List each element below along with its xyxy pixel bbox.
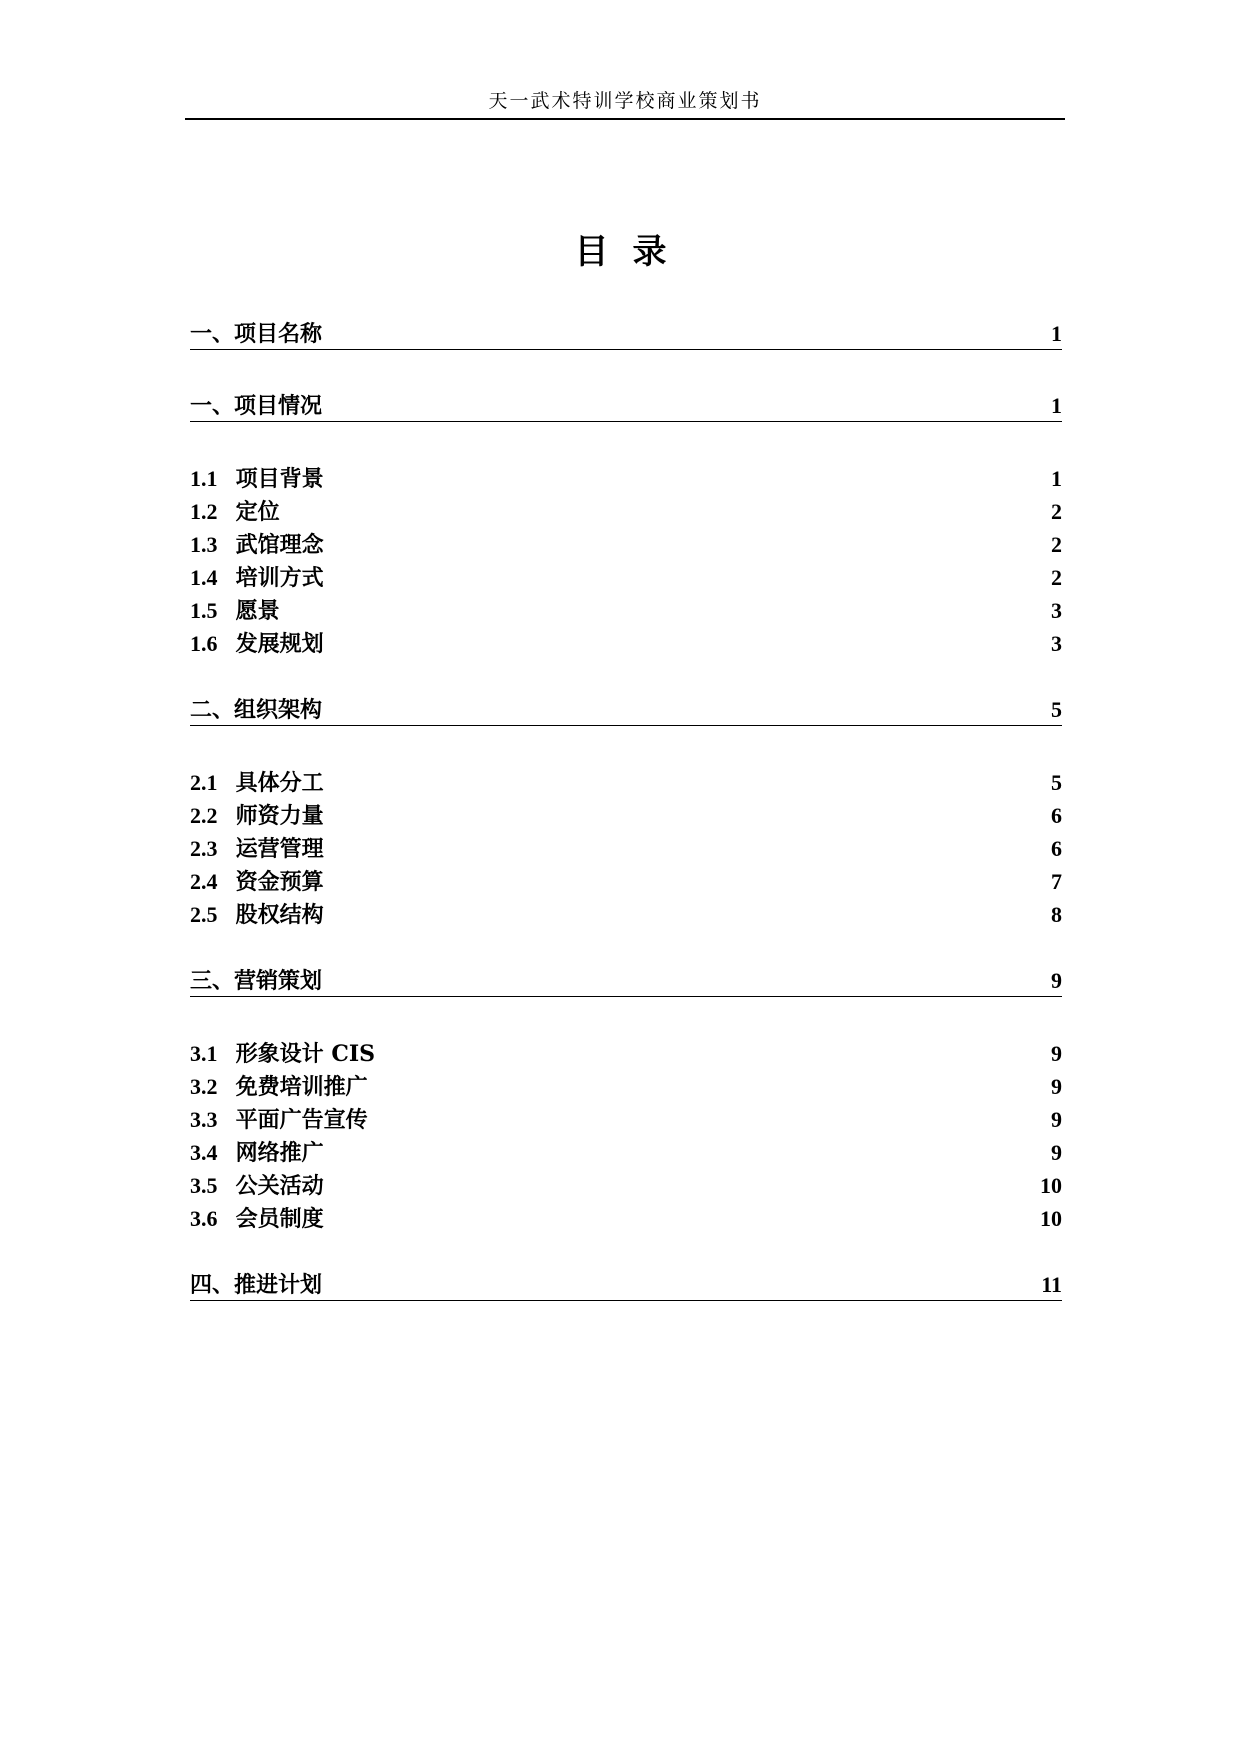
toc-entry-text: 一、项目名称 bbox=[190, 321, 323, 347]
toc-entry-number: 3.2 bbox=[190, 1074, 218, 1099]
toc-entry-page-number: 2 bbox=[1051, 499, 1062, 524]
toc-entry-number: 3.3 bbox=[190, 1107, 218, 1132]
toc-chapter-entry[interactable] bbox=[190, 965, 1062, 997]
toc-section-entry[interactable] bbox=[190, 865, 1062, 898]
toc-entry-page-number: 1 bbox=[1051, 466, 1062, 491]
toc-entry-page-number: 6 bbox=[1051, 803, 1062, 828]
toc-entry-page-number: 6 bbox=[1051, 836, 1062, 861]
toc-section-entry[interactable] bbox=[190, 1136, 1062, 1169]
toc-entry-label bbox=[190, 528, 324, 562]
toc-section-entry[interactable] bbox=[190, 1169, 1062, 1202]
toc-entry-number: 3.4 bbox=[190, 1140, 218, 1165]
toc-entry-page-number: 5 bbox=[1051, 697, 1062, 722]
toc-entry-label bbox=[190, 695, 322, 726]
toc-entry-label bbox=[190, 391, 322, 422]
toc-entry-label bbox=[190, 966, 322, 997]
toc-entry-text: 三、营销策划 bbox=[190, 968, 323, 994]
toc-entry-number: 1.4 bbox=[190, 565, 218, 590]
toc-entry-text: 具体分工 bbox=[235, 770, 324, 796]
toc-entry-text: 会员制度 bbox=[235, 1206, 324, 1232]
toc-section-entry[interactable] bbox=[190, 799, 1062, 832]
toc-chapter-entry[interactable] bbox=[190, 318, 1062, 350]
toc-entry-page-number: 10 bbox=[1040, 1206, 1062, 1231]
toc-entry-text: 网络推广 bbox=[235, 1140, 324, 1166]
toc-entry-text: 二、组织架构 bbox=[190, 697, 323, 723]
toc-entry-text: 免费培训推广 bbox=[235, 1074, 368, 1100]
toc-entry-label bbox=[190, 594, 280, 628]
toc-entry-page-number: 1 bbox=[1051, 321, 1062, 346]
toc-entry-number: 2.1 bbox=[190, 770, 218, 795]
toc-section-entry[interactable] bbox=[190, 561, 1062, 594]
toc-entry-page-number: 9 bbox=[1051, 968, 1062, 993]
toc-entry-page-number: 9 bbox=[1051, 1041, 1062, 1066]
toc-entry-number: 1.6 bbox=[190, 631, 218, 656]
toc-entry-label bbox=[190, 1169, 324, 1203]
toc-entry-label bbox=[190, 1270, 322, 1301]
toc-entry-text: 资金预算 bbox=[235, 869, 324, 895]
toc-entry-page-number: 8 bbox=[1051, 902, 1062, 927]
toc-entry-text: 项目背景 bbox=[235, 466, 324, 492]
toc-section-entry[interactable] bbox=[190, 1070, 1062, 1103]
toc-entry-number: 2.3 bbox=[190, 836, 218, 861]
toc-entry-label bbox=[190, 898, 324, 932]
toc-section-entry[interactable] bbox=[190, 462, 1062, 495]
toc-entry-text: 培训方式 bbox=[235, 565, 324, 591]
toc-entry-page-number: 11 bbox=[1041, 1272, 1062, 1297]
toc-entry-text: 公关活动 bbox=[235, 1173, 324, 1199]
toc-entry-text: 股权结构 bbox=[235, 902, 324, 928]
toc-entry-label bbox=[190, 1037, 375, 1071]
toc-section-entry[interactable] bbox=[190, 766, 1062, 799]
toc-entry-text: 发展规划 bbox=[235, 631, 324, 657]
toc-entry-page-number: 2 bbox=[1051, 565, 1062, 590]
toc-entry-number: 1.5 bbox=[190, 598, 218, 623]
toc-chapter-entry[interactable] bbox=[190, 1269, 1062, 1301]
running-header bbox=[185, 86, 1065, 120]
toc-section-entry[interactable] bbox=[190, 1103, 1062, 1136]
toc-section-entry[interactable] bbox=[190, 495, 1062, 528]
toc-entry-page-number: 3 bbox=[1051, 598, 1062, 623]
toc-entry-label bbox=[190, 865, 324, 899]
toc-chapter-entry[interactable] bbox=[190, 390, 1062, 422]
toc-entry-label bbox=[190, 1136, 324, 1170]
toc-entry-label bbox=[190, 627, 324, 661]
toc-entry-label bbox=[190, 1202, 324, 1236]
toc-section-entry[interactable] bbox=[190, 594, 1062, 627]
toc-entry-page-number: 9 bbox=[1051, 1107, 1062, 1132]
toc-entry-text: 一、项目情况 bbox=[190, 393, 323, 419]
toc-entry-number: 2.5 bbox=[190, 902, 218, 927]
toc-entry-number: 1.2 bbox=[190, 499, 218, 524]
toc-entry-text: 师资力量 bbox=[235, 803, 324, 829]
toc-entry-label bbox=[190, 766, 324, 800]
toc-entry-page-number: 3 bbox=[1051, 631, 1062, 656]
toc-section-entry[interactable] bbox=[190, 1037, 1062, 1070]
toc-entry-label bbox=[190, 462, 324, 496]
toc-entry-text: 形象设计 CIS bbox=[235, 1041, 376, 1067]
toc-section-entry[interactable] bbox=[190, 627, 1062, 660]
toc-entry-number: 1.3 bbox=[190, 532, 218, 557]
toc-entry-label bbox=[190, 319, 322, 350]
toc-entry-page-number: 2 bbox=[1051, 532, 1062, 557]
toc-title: 目录 bbox=[574, 232, 691, 272]
table-of-contents bbox=[190, 318, 1062, 1301]
toc-entry-number: 2.2 bbox=[190, 803, 218, 828]
toc-section-entry[interactable] bbox=[190, 528, 1062, 561]
toc-entry-page-number: 7 bbox=[1051, 869, 1062, 894]
toc-entry-page-number: 5 bbox=[1051, 770, 1062, 795]
toc-entry-text: 运营管理 bbox=[235, 836, 324, 862]
toc-section-entry[interactable] bbox=[190, 832, 1062, 865]
running-header-title: 天一武术特训学校商业策划书 bbox=[488, 90, 762, 112]
toc-entry-text: 定位 bbox=[235, 499, 280, 525]
toc-entry-number: 1.1 bbox=[190, 466, 218, 491]
toc-entry-number: 2.4 bbox=[190, 869, 218, 894]
toc-entry-number: 3.5 bbox=[190, 1173, 218, 1198]
toc-entry-page-number: 9 bbox=[1051, 1140, 1062, 1165]
toc-section-entry[interactable] bbox=[190, 1202, 1062, 1235]
toc-entry-label bbox=[190, 1070, 368, 1104]
toc-entry-label bbox=[190, 832, 324, 866]
toc-entry-label bbox=[190, 495, 280, 529]
toc-entry-text: 四、推进计划 bbox=[190, 1272, 323, 1298]
toc-entry-number: 3.6 bbox=[190, 1206, 218, 1231]
toc-chapter-entry[interactable] bbox=[190, 694, 1062, 726]
toc-entry-page-number: 9 bbox=[1051, 1074, 1062, 1099]
toc-entry-label bbox=[190, 561, 324, 595]
toc-entry-page-number: 10 bbox=[1040, 1173, 1062, 1198]
toc-entry-text: 愿景 bbox=[235, 598, 280, 624]
toc-section-entry[interactable] bbox=[190, 898, 1062, 931]
toc-entry-label bbox=[190, 1103, 368, 1137]
toc-entry-text: 平面广告宣传 bbox=[235, 1107, 368, 1133]
toc-entry-label bbox=[190, 799, 324, 833]
toc-entry-text: 武馆理念 bbox=[235, 532, 324, 558]
toc-entry-number: 3.1 bbox=[190, 1041, 218, 1066]
toc-entry-page-number: 1 bbox=[1051, 393, 1062, 418]
